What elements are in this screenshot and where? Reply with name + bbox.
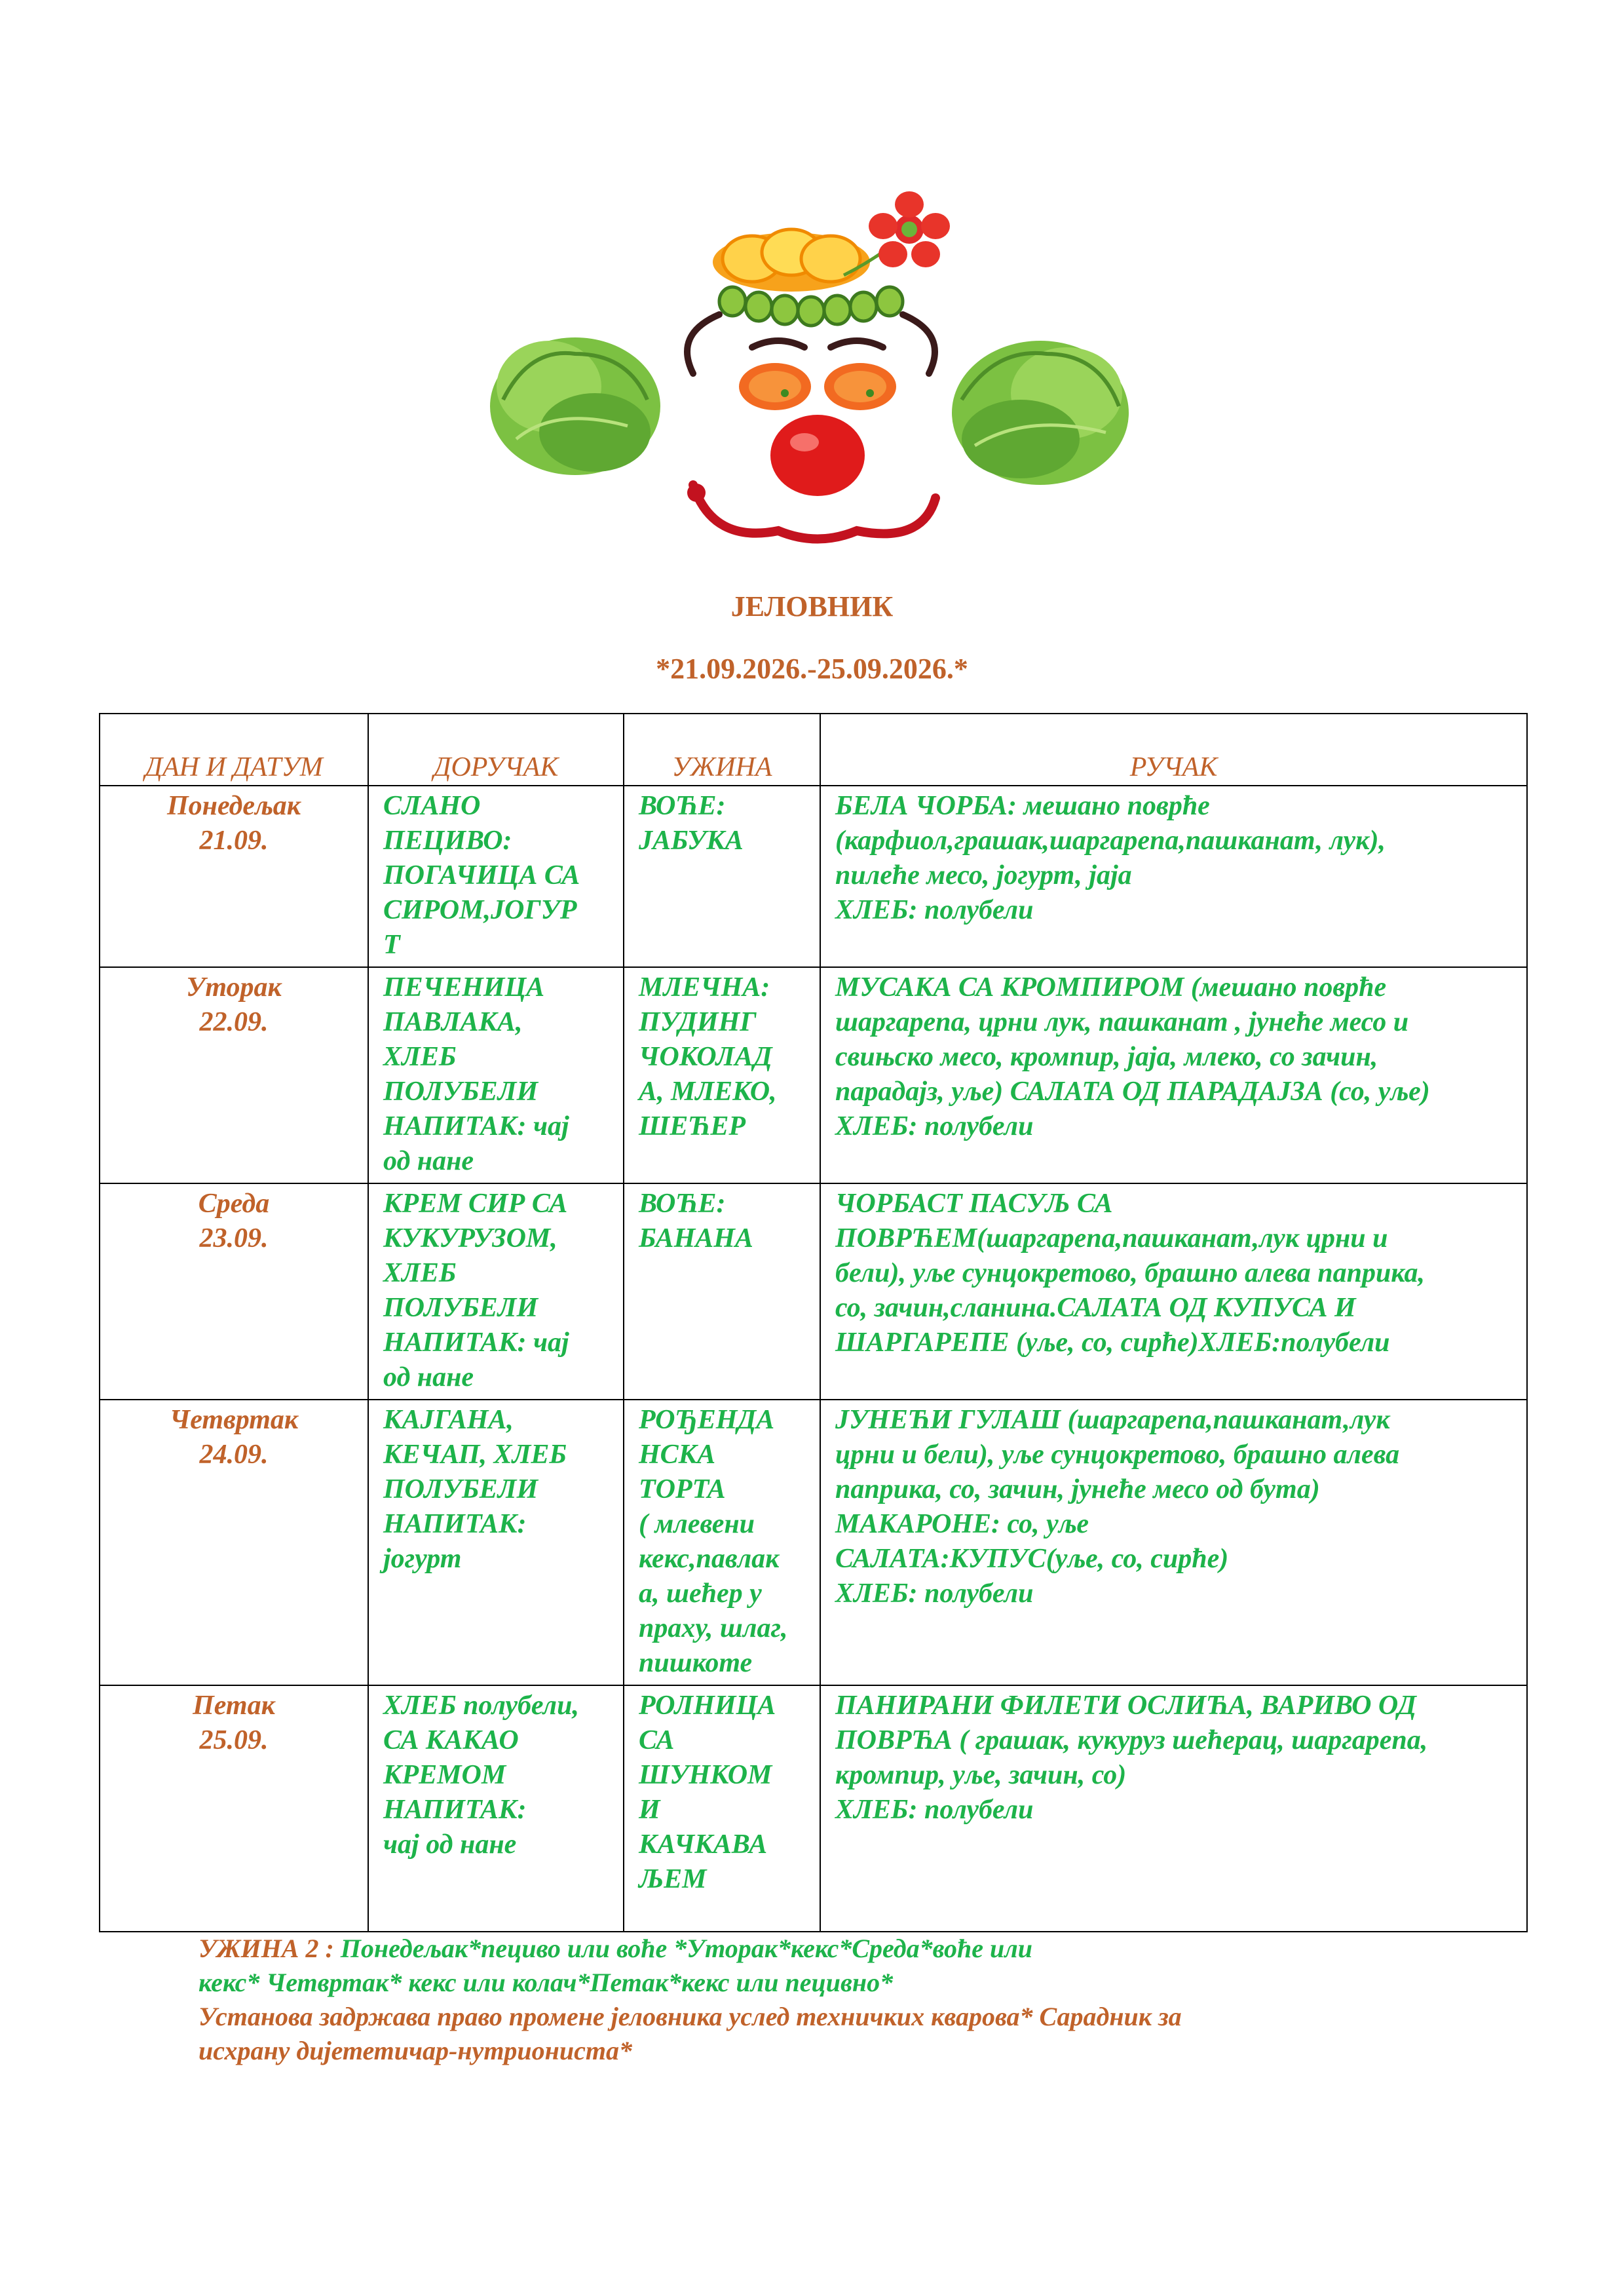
breakfast-line: КРЕМ СИР СА — [383, 1189, 568, 1219]
snack-cell — [624, 786, 820, 967]
lunch-cell — [820, 786, 1527, 967]
disclaimer-line-1: Установа задржава право промене јеловника услед техничких кварова* Сарадник за — [198, 2002, 1182, 2031]
snack2-line — [198, 1932, 1443, 1966]
breakfast-line: ПОЛУБЕЛИ — [383, 1474, 538, 1504]
snack2-label: УЖИНА 2 : — [198, 1934, 334, 1963]
snack-line: кекс,павлак — [639, 1544, 780, 1574]
snack2-text-2: кекс* Четвртак* кекс или колач*Петак*кекс или пецивно* — [198, 1968, 894, 1997]
snack-line: КАЧКАВА — [639, 1829, 768, 1860]
snack2-text-1: Понедељак*пециво или воће *Уторак*кекс*Среда*воће или — [333, 1934, 1032, 1963]
date-range: *21.09.2026.-25.09.2026.* — [656, 653, 968, 685]
breakfast-line: КАЈГАНА, — [383, 1405, 514, 1435]
lunch-line: паприка, со, зачин, јунеће месо од бута) — [835, 1474, 1320, 1504]
snack-line: РОЂЕНДА — [639, 1405, 775, 1435]
snack-line: МЛЕЧНА: — [639, 972, 770, 1003]
page-title: ЈЕЛОВНИК — [730, 590, 894, 622]
day-name: Петак — [193, 1691, 275, 1721]
tomato-nose-icon — [770, 415, 865, 496]
snack-line: праху, шлаг, — [639, 1613, 788, 1643]
table-row — [100, 1183, 1527, 1400]
lunch-cell — [820, 1400, 1527, 1685]
day-date: 25.09. — [199, 1725, 269, 1755]
lettuce-left-icon — [490, 337, 660, 475]
day-name: Четвртак — [169, 1405, 299, 1435]
breakfast-line: ХЛЕБ полубели, — [383, 1691, 579, 1721]
lunch-line: МУСАКА СА КРОМПИРОМ (мешано поврће — [835, 972, 1387, 1003]
day-date: 24.09. — [199, 1440, 269, 1470]
breakfast-line: СА КАКАО — [383, 1725, 519, 1755]
lunch-line: ШАРГАРЕПЕ (уље, со, сирће)ХЛЕБ:полубели — [835, 1328, 1390, 1358]
snack-line: ТОРТА — [639, 1474, 726, 1504]
breakfast-line: КЕЧАП, ХЛЕБ — [383, 1440, 567, 1470]
day-cell — [100, 1400, 368, 1685]
lunch-line: ЈУНЕЋИ ГУЛАШ (шаргарепа,пашканат,лук — [835, 1405, 1390, 1435]
day-name: Понедељак — [166, 791, 301, 821]
breakfast-cell — [368, 967, 624, 1183]
lunch-line: со, зачин,сланина.САЛАТА ОД КУПУСА И — [835, 1293, 1356, 1323]
breakfast-line: ПОГАЧИЦА СА — [383, 860, 580, 890]
breakfast-line: ХЛЕБ — [383, 1042, 457, 1072]
day-name: Уторак — [186, 972, 282, 1003]
snack-line: ШУНКОМ — [639, 1760, 772, 1790]
breakfast-line: ПОЛУБЕЛИ — [383, 1077, 538, 1107]
breakfast-line: СИРОМ,ЈОГУР — [383, 895, 577, 925]
day-date: 21.09. — [199, 826, 269, 856]
lunch-line: шаргарепа, црни лук, пашканат , јунеће месо и — [835, 1007, 1409, 1037]
clown-vegetable-illustration — [477, 190, 1145, 570]
cucumber-slices-icon — [719, 287, 903, 326]
snack-cell — [624, 1685, 820, 1932]
lunch-cell — [820, 1685, 1527, 1932]
breakfast-line: НАПИТАК: — [383, 1509, 527, 1539]
table-row — [100, 1685, 1527, 1932]
breakfast-line: ПОЛУБЕЛИ — [383, 1293, 538, 1323]
lunch-line: МАКАРОНЕ: со, уље — [835, 1509, 1089, 1539]
day-date: 23.09. — [199, 1223, 269, 1253]
snack-line: ВОЋЕ: — [639, 1189, 726, 1219]
header-breakfast: ДОРУЧАК — [368, 714, 624, 786]
breakfast-line: од нане — [383, 1146, 474, 1176]
lunch-line: парадајз, уље) САЛАТА ОД ПАРАДАЈЗА (со, уље) — [835, 1077, 1430, 1107]
breakfast-line: ПЕЧЕНИЦА — [383, 972, 545, 1003]
day-cell — [100, 967, 368, 1183]
lunch-line: ПОВРЋА ( грашак, кукуруз шећерац, шаргарепа, — [835, 1725, 1428, 1755]
breakfast-line: НАПИТАК: чај — [383, 1111, 569, 1141]
snack-line: ПУДИНГ — [639, 1007, 757, 1037]
header-snack: УЖИНА — [624, 714, 820, 786]
snack-line: ЧОКОЛАД — [639, 1042, 772, 1072]
lunch-line: пилеће месо, јогурт, јаја — [835, 860, 1132, 890]
lunch-line: ЧОРБАСТ ПАСУЉ СА — [835, 1189, 1113, 1219]
lunch-line: кромпир, уље, зачин, со) — [835, 1760, 1127, 1790]
snack-line: А, МЛЕКО, — [639, 1077, 777, 1107]
snack-line: а, шећер у — [639, 1578, 762, 1609]
header-lunch: РУЧАК — [820, 714, 1527, 786]
breakfast-line: јогурт — [383, 1544, 462, 1574]
table-row — [100, 786, 1527, 967]
breakfast-line: ПАВЛАКА, — [383, 1007, 523, 1037]
breakfast-line: чај од нане — [383, 1829, 517, 1860]
breakfast-line: од нане — [383, 1362, 474, 1392]
table-row — [100, 967, 1527, 1183]
snack-cell — [624, 1400, 820, 1685]
breakfast-line: КУКУРУЗОМ, — [383, 1223, 557, 1253]
breakfast-line: ПЕЦИВО: — [383, 826, 512, 856]
lunch-line: БЕЛА ЧОРБА: мешано поврће — [835, 791, 1210, 821]
day-cell — [100, 786, 368, 967]
day-name: Среда — [198, 1189, 270, 1219]
breakfast-line: КРЕМОМ — [383, 1760, 506, 1790]
lunch-cell — [820, 1183, 1527, 1400]
carrot-eyes-icon — [739, 363, 896, 410]
snack-line: ШЕЋЕР — [639, 1111, 746, 1141]
snack-line: ВОЋЕ: — [639, 791, 726, 821]
lunch-line: црни и бели), уље сунцокретово, брашно алева — [835, 1440, 1400, 1470]
lunch-line: ХЛЕБ: полубели — [835, 895, 1034, 925]
snack-line: ЈАБУКА — [639, 826, 744, 856]
lunch-line: ПОВРЋЕМ(шаргарепа,пашканат,лук црни и — [835, 1223, 1388, 1253]
snack-line: И — [639, 1795, 660, 1825]
snack-line: НСКА — [639, 1440, 716, 1470]
snack-line: пишкоте — [639, 1648, 753, 1678]
lunch-line: (карфиол,грашак,шаргарепа,пашканат, лук), — [835, 826, 1386, 856]
snack-cell — [624, 967, 820, 1183]
header-day: ДАН И ДАТУМ — [100, 714, 368, 786]
snack-line: ЉЕМ — [639, 1864, 707, 1894]
breakfast-line: Т — [383, 930, 400, 960]
orange-slices-icon — [713, 229, 870, 292]
lunch-line: свињско месо, кромпир, јаја, млеко, со зачин, — [835, 1042, 1378, 1072]
snack-cell — [624, 1183, 820, 1400]
day-date: 22.09. — [199, 1007, 269, 1037]
breakfast-line: НАПИТАК: чај — [383, 1328, 569, 1358]
breakfast-cell — [368, 1400, 624, 1685]
snack-line: СА — [639, 1725, 675, 1755]
footer-notes — [198, 1932, 1443, 2068]
lettuce-right-icon — [952, 341, 1129, 485]
breakfast-line: ХЛЕБ — [383, 1258, 457, 1288]
breakfast-line: СЛАНО — [383, 791, 481, 821]
menu-table — [99, 713, 1528, 1932]
day-cell — [100, 1685, 368, 1932]
lunch-line: бели), уље сунцокретово, брашно алева паприка, — [835, 1258, 1426, 1288]
snack-line: РОЛНИЦА — [639, 1691, 776, 1721]
table-row — [100, 1400, 1527, 1685]
lunch-line: ХЛЕБ: полубели — [835, 1111, 1034, 1141]
lunch-cell — [820, 967, 1527, 1183]
breakfast-line: НАПИТАК: — [383, 1795, 527, 1825]
lunch-line: САЛАТА:КУПУС(уље, со, сирће) — [835, 1544, 1229, 1574]
disclaimer-line-2: исхрану дијететичар-нутриониста* — [198, 2036, 632, 2065]
lunch-line: ПАНИРАНИ ФИЛЕТИ ОСЛИЋА, ВАРИВО ОД — [835, 1691, 1416, 1721]
lunch-line: ХЛЕБ: полубели — [835, 1578, 1034, 1609]
lunch-line: ХЛЕБ: полубели — [835, 1795, 1034, 1825]
table-header-row — [100, 714, 1527, 786]
breakfast-cell — [368, 1183, 624, 1400]
snack-line: ( млевени — [639, 1509, 755, 1539]
breakfast-cell — [368, 1685, 624, 1932]
day-cell — [100, 1183, 368, 1400]
breakfast-cell — [368, 786, 624, 967]
snack-line: БАНАНА — [639, 1223, 753, 1253]
